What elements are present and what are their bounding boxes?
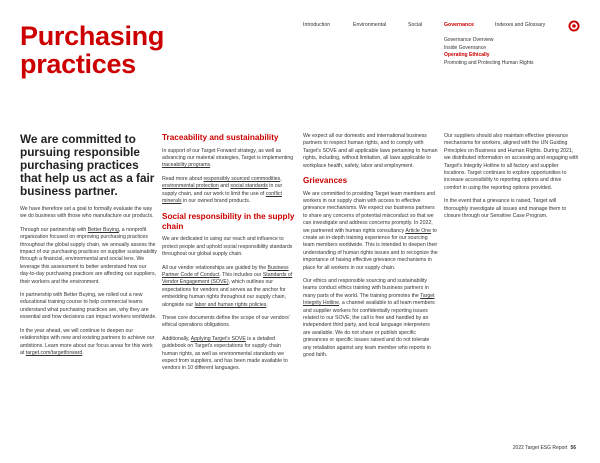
page-title: Purchasing practices xyxy=(20,21,165,79)
col2-paragraph: These core documents define the scope of our vendors' ethical operations obligations. xyxy=(162,315,290,329)
subnav-governance-overview[interactable]: Governance Overview xyxy=(444,37,494,43)
col1-paragraph: In the year ahead, we will continue to deepen our relationships with new and existing partners to achieve our ambitions. Learn more about our focus areas for this work at target.com/targetforward. xyxy=(20,327,155,356)
nav-environmental[interactable]: Environmental xyxy=(353,22,387,28)
subnav-inside-governance[interactable]: Inside Governance xyxy=(444,44,486,51)
sourced-commodities-link[interactable]: responsibly sourced commodities xyxy=(203,175,281,182)
better-buying-link[interactable]: Better Buying xyxy=(87,226,119,233)
governance-subnav xyxy=(444,37,534,67)
nav-indexes-glossary[interactable]: Indexes and Glossary xyxy=(495,22,546,28)
col2-paragraph: Read more about responsibly sourced commodities, environmental protection and social standards in our supply chain, and our work to limit the use of conflict minerals in our owned brand products. xyxy=(162,175,283,204)
labor-human-rights-link[interactable]: labor and human rights policies xyxy=(194,301,267,308)
heading-social-responsibility: Social responsibility in the supply chain xyxy=(162,212,295,231)
nav-governance[interactable]: Governance xyxy=(444,22,474,28)
col2-paragraph: In support of our Target Forward strategy, as well as advancing our material strategies, Target is implementing traceability programs. xyxy=(162,147,294,169)
col2-paragraph: We are dedicated to using our reach and influence to protect people and uphold social responsibility standards throughout our global supply chain. xyxy=(162,236,293,258)
col4-paragraph: Our suppliers should also maintain effective grievance mechanisms for workers, aligned with the UN Guiding Principles on Business and Human Rights. During 2021, we distributed information on accessing and engaging with Target's Integrity Hotline to all factory and supplier locations. Target continues to explore opportunities to increase accessibility to reporting options and drive comfort in using the reporting options provided. xyxy=(444,133,579,191)
column-3 xyxy=(303,133,438,365)
target-logo-icon[interactable] xyxy=(568,20,580,32)
col1-paragraph: We have therefore set a goal to formally evaluate the way we do business with those who manufacture our products. xyxy=(20,206,154,220)
nav-introduction[interactable]: Introduction xyxy=(303,22,331,28)
integrity-hotline-link[interactable]: Target Integrity Hotline xyxy=(303,292,435,307)
heading-traceability: Traceability and sustainability xyxy=(162,133,279,142)
article-one-link[interactable]: Article One xyxy=(405,227,432,234)
column-1 xyxy=(20,133,157,363)
lead-statement: We are committed to pursuing responsible purchasing practices that help us act as a fair business partner. xyxy=(20,132,155,198)
code-of-conduct-link[interactable]: Business Partner Code of Conduct xyxy=(162,264,289,278)
conflict-minerals-link[interactable]: conflict minerals xyxy=(162,190,282,204)
social-standards-link[interactable]: social standards xyxy=(230,183,268,190)
subnav-promoting-human-rights[interactable]: Promoting and Protecting Human Rights xyxy=(444,59,534,66)
col3-paragraph: We are committed to providing Target team members and workers in our supply chain with access to effective grievance mechanisms. We expect our business partners to share any concerns of potential misconduct so that we can investigate and address concerns promptly. In 2022, we partnered with human rights consultancy Article One to create an in-depth training experience for our sourcing team members worldwide. This is intended to deepen their understanding of human rights issues and to recognize the importance of having effective grievance mechanisms in place for all workers in our supply chain. xyxy=(303,190,438,271)
target-forward-link[interactable]: target.com/targetforward xyxy=(25,349,83,356)
report-name: 2022 Target ESG Report xyxy=(512,445,568,451)
sove-link[interactable]: Standards of Vendor Engagement (SOVE) xyxy=(162,271,293,286)
column-2 xyxy=(162,133,296,379)
nav-social[interactable]: Social xyxy=(408,22,423,28)
col1-paragraph: In partnership with Better Buying, we rolled out a new educational training course to help commercial teams understand what purchasing practices are, why they are essential and how decisions can impact workers worldwide. xyxy=(20,292,157,321)
col3-paragraph: We expect all our domestic and international business partners to respect human rights, and to comply with Target's SOVE and all applicable laws pertaining to human rights, including, without limitation, all laws applicable to workplace health, safety, labor and employment. xyxy=(303,133,438,169)
col3-paragraph: Our ethics and responsible sourcing and sustainability teams conduct ethics training with business partners in many parts of the world. The training promotes the Target Integrity Hotline, a channel available to all team members and supplier workers for confidentially reporting issues related to our SOVE; the call is free and handled by an independent third party, and local language interpreters are available. We do not share or publish specific grievances or specific issues raised and do not tolerate any retaliation against any team member who reports in good faith. xyxy=(303,278,435,359)
subnav-operating-ethically[interactable]: Operating Ethically xyxy=(444,52,490,58)
col2-paragraph: All our vendor relationships are guided by the Business Partner Code of Conduct. This includes our Standards of Vendor Engagement (SOVE), which outlines our expectations for vendors and serves as the anchor for embedding human rights throughout our supply chain, alongside our labor and human rights policies. xyxy=(162,264,293,308)
traceability-programs-link[interactable]: traceability programs xyxy=(162,162,211,169)
applying-sove-link[interactable]: Applying Target's SOVE xyxy=(190,335,246,342)
page-footer xyxy=(513,445,576,451)
environmental-protection-link[interactable]: environmental protection xyxy=(162,183,219,190)
heading-grievances: Grievances xyxy=(303,176,348,186)
column-4 xyxy=(444,133,580,226)
col2-paragraph: Additionally, Applying Target's SOVE is a detailed guidebook on Target's expectations for supply chain human rights, as well as environmental standards we expect from suppliers, and has been made available to vendors in 10 different languages. xyxy=(162,335,288,372)
page-number: 56 xyxy=(570,445,576,451)
col1-paragraph: Through our partnership with Better Buying, a nonprofit organization focused on improving purchasing practices throughout the global supply chain, we annually assess the impact of our purchasing practices on supplier sustainability through a financial, environmental and social lens. We leverage this assessment to better understand how our day-to-day purchasing practices are affecting our suppliers, their workers and the environment. xyxy=(20,226,157,285)
col4-paragraph: In the event that a grievance is raised, Target will thoroughly investigate all issues and manage them to closure through our Sensitive Case Program. xyxy=(444,198,567,220)
